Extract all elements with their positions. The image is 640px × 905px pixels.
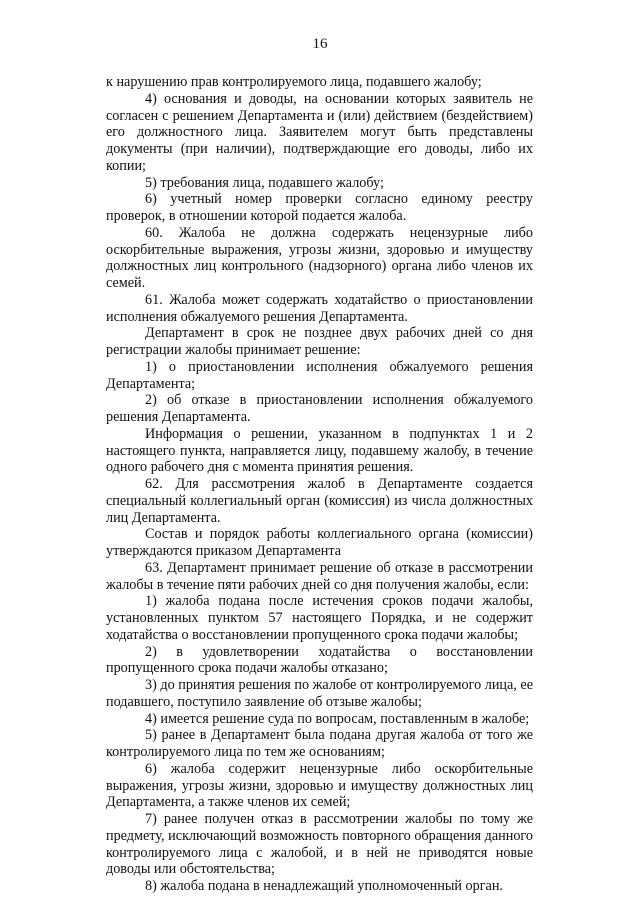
paragraph-refusal-item-8: 8) жалоба подана в ненадлежащий уполномоченный орган. [145,878,503,894]
paragraph-decision-item-1: 1) о приостановлении исполнения обжалуемого решения Департамента; [106,358,533,392]
paragraph-refusal-item-3: 3) до принятия решения по жалобе от контролируемого лица, ее подавшего, поступило заявление об отзыве жалобы; [106,677,533,710]
document-body [106,74,533,895]
paragraph-refusal-item-2: 2) в удовлетворении ходатайства о восстановлении пропущенного срока подачи жалобы отказано; [106,643,533,677]
paragraph-item-4-grounds: 4) основания и доводы, на основании которых заявитель не согласен с решением Департамента и (или) действием (бездействием) его должностного лица. Заявителем могут быть представлены документы (при наличии), подтверждающие его доводы, либо их копии; [106,90,533,174]
paragraph-refusal-item-6: 6) жалоба содержит нецензурные либо оскорбительные выражения, угрозы жизни, здоровью и имуществу должностных лиц Департамента, а также членов их семей; [106,760,533,811]
paragraph-decision-info: Информация о решении, указанном в подпунктах 1 и 2 настоящего пункта, направляется лицу, подавшему жалобу, в течение одного рабочего дня с момента принятия решения. [106,425,533,476]
paragraph-clause-60: 60. Жалоба не должна содержать нецензурные либо оскорбительные выражения, угрозы жизни, здоровью и имуществу должностных лиц контрольного (надзорного) органа либо членов их семей. [106,224,533,291]
paragraph-clause-62: 62. Для рассмотрения жалоб в Департаменте создается специальный коллегиальный орган (комиссия) из числа должностных лиц Департамента. [106,476,533,526]
paragraph-continuation: к нарушению прав контролируемого лица, подавшего жалобу; [106,74,482,90]
paragraph-refusal-item-4: 4) имеется решение суда по вопросам, поставленным в жалобе; [145,710,530,727]
paragraph-refusal-item-5: 5) ранее в Департамент была подана другая жалоба от того же контролируемого лица по тем же основаниям; [106,727,533,760]
page-number: 16 [312,36,328,52]
paragraph-decision-intro: Департамент в срок не позднее двух рабочих дней со дня регистрации жалобы принимает решение: [106,325,533,358]
paragraph-commission-composition: Состав и порядок работы коллегиального органа (комиссии) утверждаются приказом Департамента [106,526,533,559]
paragraph-item-6-registry-number: 6) учетный номер проверки согласно единому реестру проверок, в отношении которой подается жалоба. [106,191,533,224]
paragraph-decision-item-2: 2) об отказе в приостановлении исполнения обжалуемого решения Департамента. [106,392,533,425]
paragraph-item-5-requirements: 5) требования лица, подавшего жалобу; [145,174,384,191]
paragraph-clause-61: 61. Жалоба может содержать ходатайство о приостановлении исполнения обжалуемого решения Департамента. [106,291,533,325]
paragraph-clause-63: 63. Департамент принимает решение об отказе в рассмотрении жалобы в течение пяти рабочих дней со дня получения жалобы, если: [106,559,533,593]
paragraph-refusal-item-1: 1) жалоба подана после истечения сроков подачи жалобы, установленных пунктом 57 настоящего Порядка, и не содержит ходатайства о восстановлении пропущенного срока подачи жалобы; [106,593,533,643]
paragraph-refusal-item-7: 7) ранее получен отказ в рассмотрении жалобы по тому же предмету, исключающий возможность повторного обращения данного контролируемого лица с жалобой, и в ней не приводятся новые доводы или обстоятельства; [106,811,533,878]
